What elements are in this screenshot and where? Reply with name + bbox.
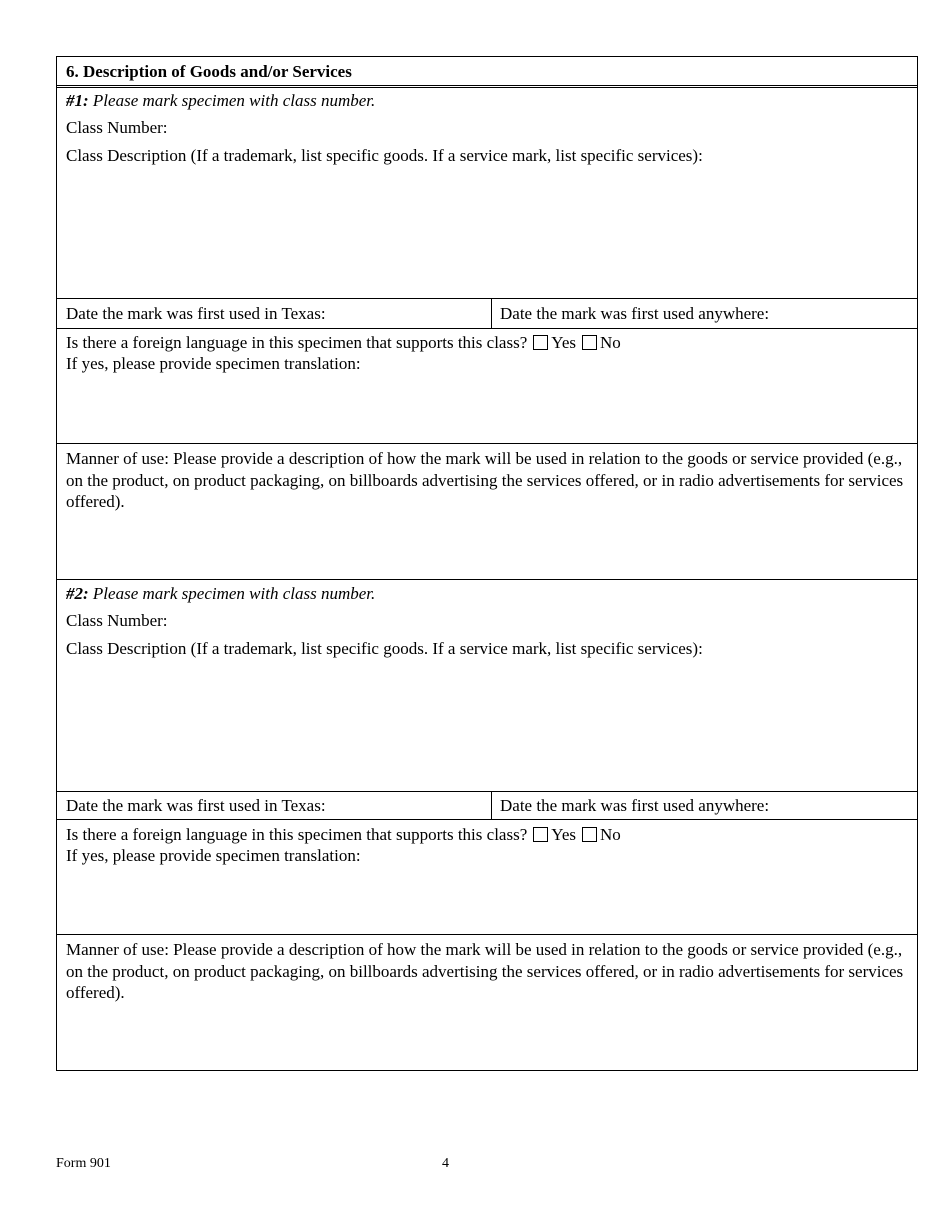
class-1-date-texas-label[interactable]: Date the mark was first used in Texas: (66, 304, 326, 323)
class-1-no-checkbox[interactable] (582, 335, 597, 350)
class-2-instruction-text: Please mark specimen with class number. (92, 584, 376, 603)
class-2-foreign-language-row (66, 824, 621, 846)
class-2-date-texas-label[interactable]: Date the mark was first used in Texas: (66, 796, 326, 815)
class-1-yes-label: Yes (551, 333, 576, 352)
class-1-date-divider (57, 328, 917, 329)
class-1-manner-of-use[interactable]: Manner of use: Please provide a description of how the mark will be used in relation to the goods or service provided (e.g., on the product, on product packaging, on billboards advertising the services offered, or in radio advertisements for services offered). (66, 449, 904, 511)
class-1-date-column-divider (491, 298, 492, 328)
class-1-foreign-question: Is there a foreign language in this specimen that supports this class? (66, 333, 528, 352)
class-2-manner-of-use[interactable]: Manner of use: Please provide a description of how the mark will be used in relation to the goods or service provided (e.g., on the product, on product packaging, on billboards advertising the services offered, or in radio advertisements for services offered). (66, 940, 904, 1002)
class-2-yes-checkbox[interactable] (533, 827, 548, 842)
class-2-date-divider (57, 819, 917, 820)
class-1-class-description-label[interactable]: Class Description (If a trademark, list specific goods. If a service mark, list specific services): (66, 146, 703, 165)
goods-services-form-table (56, 56, 918, 1071)
class-2-no-label: No (600, 825, 621, 844)
class-2-foreign-question: Is there a foreign language in this specimen that supports this class? (66, 825, 528, 844)
section-title: 6. Description of Goods and/or Services (66, 62, 352, 81)
class-1-class-number-label[interactable]: Class Number: (66, 118, 168, 137)
class-2-translation-divider (57, 934, 917, 935)
class-1-number-label: #1: (66, 91, 89, 110)
footer-page-number: 4 (442, 1156, 449, 1171)
footer-form-name: Form 901 (56, 1156, 111, 1171)
class-2-date-anywhere-label[interactable]: Date the mark was first used anywhere: (500, 796, 770, 815)
class-2-translation-label[interactable]: If yes, please provide specimen translation: (66, 846, 361, 865)
class-1-instruction (66, 90, 375, 112)
class-1-instruction-text: Please mark specimen with class number. (92, 91, 376, 110)
class-2-no-checkbox[interactable] (582, 827, 597, 842)
class-2-class-description-label[interactable]: Class Description (If a trademark, list specific goods. If a service mark, list specific services): (66, 639, 703, 658)
class-1-foreign-language-row (66, 332, 621, 354)
class-1-no-label: No (600, 333, 621, 352)
class-2-yes-label: Yes (551, 825, 576, 844)
class-1-translation-label[interactable]: If yes, please provide specimen translation: (66, 354, 361, 373)
class-2-date-column-divider (491, 791, 492, 819)
class-1-description-divider (57, 298, 917, 299)
class-2-number-label: #2: (66, 584, 89, 603)
class-2-class-number-label[interactable]: Class Number: (66, 611, 168, 630)
class-2-description-divider (57, 791, 917, 792)
class-2-instruction (66, 583, 375, 605)
class-1-translation-divider (57, 443, 917, 444)
class-1-yes-checkbox[interactable] (533, 335, 548, 350)
class-block-divider (57, 579, 917, 580)
header-divider (57, 85, 917, 88)
class-1-date-anywhere-label[interactable]: Date the mark was first used anywhere: (500, 304, 770, 323)
